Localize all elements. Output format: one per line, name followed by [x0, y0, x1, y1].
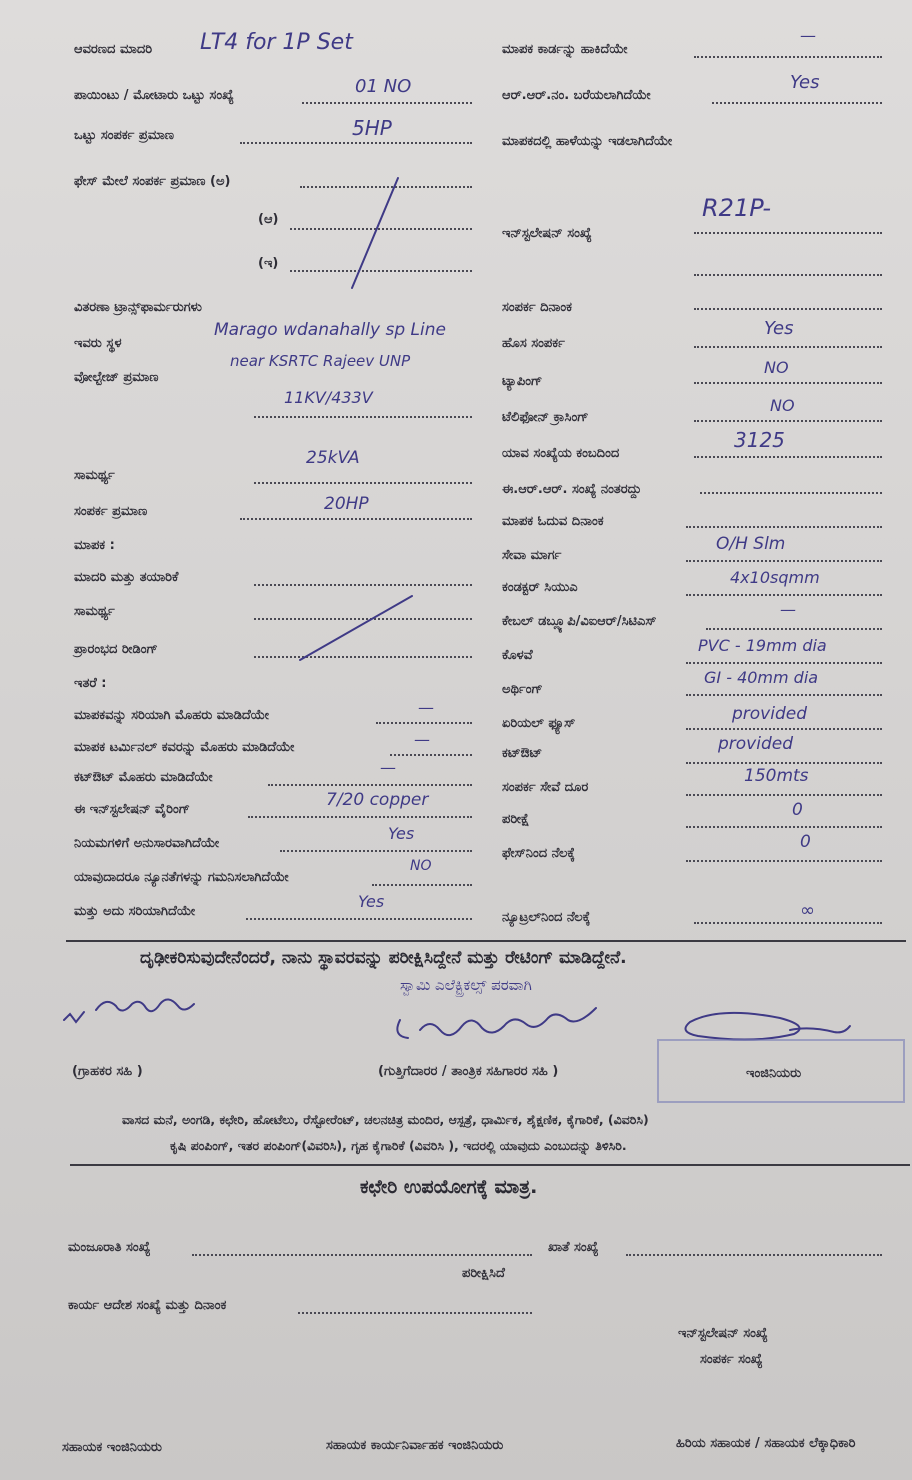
field-value-service-route: O/H Slm [716, 534, 786, 554]
field-label-voltage: ವೋಲ್ಟೇಜ್ ಪ್ರಮಾಣ [74, 370, 159, 385]
field-value-telephone-crossing: NO [770, 396, 795, 415]
field-value-connected-load: 20HP [324, 494, 369, 514]
field-value-capacity: 25kVA [306, 448, 360, 468]
field-label-as-per-rules: ನಿಯಮಗಳಿಗೆ ಅನುಸಾರವಾಗಿದೆಯೇ [74, 836, 220, 851]
field-label-capacity: ಸಾಮರ್ಥ್ಯ [74, 468, 115, 483]
field-label-conductor: ಕಂಡಕ್ಟರ್ ಸಿಯುಎ [502, 580, 578, 595]
field-value-location: Marago wdanahally sp Line [214, 320, 446, 340]
office-label-connection-no: ಸಂಪರ್ಕ ಸಂಖ್ಯೆ [700, 1352, 763, 1367]
contractor-stamp: ಸ್ವಾಮಿ ಎಲೆಕ್ಟ್ರಿಕಲ್ಸ್ ಪರವಾಗಿ [400, 976, 532, 994]
field-value-total-load: 5HP [352, 116, 392, 140]
field-label-conduit: ಕೊಳವೆ [502, 648, 533, 663]
field-label-installation-no: ಇನ್‌ಸ್ಟಲೇಷನ್ ಸಂಖ್ಯೆ [502, 226, 592, 241]
field-label-others: ಇತರೆ : [74, 676, 107, 691]
field-label-location: ಇವರು ಸ್ಥಳ [74, 336, 122, 351]
field-label-meter-capacity: ಸಾಮರ್ಥ್ಯ [74, 604, 115, 619]
footer-assistant-executive-engineer: ಸಹಾಯಕ ಕಾರ್ಯನಿರ್ವಾಹಕ ಇಂಜಿನಿಯರು [326, 1438, 504, 1453]
field-value-phase-to-earth: 0 [800, 832, 811, 852]
footer-accounts-officer: ಹಿರಿಯ ಸಹಾಯಕ / ಸಹಾಯಕ ಲೆಕ್ಕಾಧಿಕಾರಿ [676, 1436, 856, 1451]
field-value-neutral-to-earth: ∞ [800, 900, 815, 921]
footer-assistant-engineer: ಸಹಾಯಕ ಇಂಜಿನಿಯರು [62, 1440, 162, 1455]
field-label-meter-card: ಮಾಪಕ ಕಾರ್ಡನ್ನು ಹಾಕಿದೆಯೇ [502, 42, 628, 57]
field-label-transformers: ವಿತರಣಾ ಟ್ರಾನ್ಸ್‌ಫಾರ್ಮರುಗಳು [74, 300, 202, 315]
field-value-conduit: PVC - 19mm dia [698, 636, 827, 655]
usage-types-line-1: ವಾಸದ ಮನೆ, ಅಂಗಡಿ, ಕಛೇರಿ, ಹೋಟೆಲು, ರೆಸ್ಟೋರೆಂಟ್, ಚಲನಚಿತ್ರ ಮಂದಿರ, ಆಸ್ಪತ್ರೆ, ಧಾರ್ಮಿಕ, ಶೈಕ್ಷಣಿಕ, ಕೈಗಾರಿಕೆ, (ವಿವರಿಸಿ) [122, 1112, 649, 1127]
field-label-test: ಪರೀಕ್ಷೆ [502, 812, 530, 827]
field-label-phase-load-a: ಫೇಸ್ ಮೇಲೆ ಸಂಪರ್ಕ ಪ್ರಮಾಣ (ಅ) [74, 174, 231, 189]
dotted-line [192, 1254, 532, 1256]
declaration-text: ದೃಢೀಕರಿಸುವುದೇನೆಂದರೆ, ನಾನು ಸ್ಥಾವರವನ್ನು ಪರೀಕ್ಷಿಸಿದ್ದೇನೆ ಮತ್ತು ರೇಟಿಂಗ್ ಮಾಡಿದ್ದೇನೆ. [140, 948, 627, 968]
field-value-as-per-rules: Yes [388, 824, 415, 843]
field-label-cable: ಕೇಬಲ್ ಡಬ್ಲ್ಯೂಪಿ/ವಿಐಆರ್/ಸಿಟಿಎಸ್ [502, 614, 657, 629]
field-value-new-connection: Yes [764, 318, 794, 339]
field-value-wiring: 7/20 copper [326, 790, 429, 810]
field-value-voltage-location: near KSRTC Rajeev UNP [230, 352, 411, 370]
dotted-line [626, 1254, 882, 1256]
engineer-signature-label: ಇಂಜಿನಿಯರು [746, 1066, 802, 1081]
field-label-tapping: ಟ್ಯಾಪಿಂಗ್ [502, 374, 543, 389]
field-label-aerial-fuse: ಏರಿಯಲ್ ಫ್ಯೂಸ್ [502, 716, 576, 731]
field-label-phase-load-c: (ಇ) [258, 256, 279, 271]
office-label-sanction-no: ಮಂಜೂರಾತಿ ಸಂಖ್ಯೆ [68, 1240, 151, 1255]
office-use-title: ಕಛೇರಿ ಉಪಯೋಗಕ್ಕೆ ಮಾತ್ರ. [360, 1176, 538, 1198]
field-value-points-count: 01 NO [355, 76, 412, 97]
field-value-conductor: 4x10sqmm [730, 568, 820, 587]
field-label-service-distance: ಸಂಪರ್ಕ ಸೇವೆ ದೂರ [502, 780, 589, 795]
field-value-correct: Yes [358, 892, 385, 911]
field-label-correct: ಮತ್ತು ಅದು ಸರಿಯಾಗಿದೆಯೇ [74, 904, 196, 919]
field-label-meter-make: ಮಾದರಿ ಮತ್ತು ತಯಾರಿಕೆ [74, 570, 179, 585]
field-label-telephone-crossing: ಟೆಲಿಫೋನ್ ಕ್ರಾಸಿಂಗ್ [502, 410, 589, 425]
field-value-defects: NO [410, 858, 432, 874]
field-label-new-connection: ಹೊಸ ಸಂಪರ್ಕ [502, 336, 565, 351]
customer-signature-label: (ಗ್ರಾಹಕರ ಸಹಿ ) [72, 1064, 143, 1079]
field-label-sheet-in-meter: ಮಾಪಕದಲ್ಲಿ ಹಾಳೆಯನ್ನು ಇಡಲಾಗಿದೆಯೇ [502, 134, 673, 149]
field-value-terminal-sealed: — [414, 730, 430, 749]
field-label-meter: ಮಾಪಕ : [74, 538, 115, 553]
usage-types-line-2: ಕೃಷಿ ಪಂಪಿಂಗ್, ಇತರ ಪಂಪಿಂಗ್(ವಿವರಿಸಿ), ಗೃಹ ಕೈಗಾರಿಕೆ (ವಿವರಿಸಿ ), ಇದರಲ್ಲಿ ಯಾವುದು ಎಂಬುದನ್ನು ತಿಳಿಸಿರಿ. [170, 1138, 627, 1153]
field-label-total-load: ಒಟ್ಟು ಸಂಪರ್ಕ ಪ್ರಮಾಣ [74, 128, 174, 143]
field-value-meter-sealed: — [418, 698, 434, 717]
field-value-meter-card: — [800, 26, 816, 45]
field-label-points-count: ಪಾಯಿಂಟು / ಮೋಟಾರು ಒಟ್ಟು ಸಂಖ್ಯೆ [74, 88, 234, 103]
field-value-premise-type: LT4 for 1P Set [200, 30, 353, 55]
field-label-earthing: ಅರ್ಥಿಂಗ್ [502, 682, 543, 697]
field-label-wiring: ಈ ಇನ್‌ಸ್ಟಲೇಷನ್ ವೈರಿಂಗ್ [74, 802, 190, 817]
field-label-initial-reading: ಪ್ರಾರಂಭದ ರೀಡಿಂಗ್ [74, 642, 158, 657]
field-label-connected-load: ಸಂಪರ್ಕ ಪ್ರಮಾಣ [74, 504, 148, 519]
field-label-cutout: ಕಟ್‌ಔಟ್ [502, 746, 543, 761]
field-label-service-route: ಸೇವಾ ಮಾರ್ಗ [502, 548, 562, 563]
field-label-connection-date: ಸಂಪರ್ಕ ದಿನಾಂಕ [502, 300, 572, 315]
field-value-test: 0 [792, 800, 803, 820]
separator-line [70, 1164, 910, 1166]
field-label-terminal-sealed: ಮಾಪಕ ಟರ್ಮಿನಲ್ ಕವರನ್ನು ಮೊಹರು ಮಾಡಿದೆಯೇ [74, 740, 295, 755]
field-value-pole-number: 3125 [734, 428, 785, 452]
field-label-meter-sealed: ಮಾಪಕವನ್ನು ಸರಿಯಾಗಿ ಮೊಹರು ಮಾಡಿದೆಯೇ [74, 708, 269, 723]
office-label-work-order: ಕಾರ್ಯ ಆದೇಶ ಸಂಖ್ಯೆ ಮತ್ತು ದಿನಾಂಕ [68, 1298, 227, 1313]
field-value-voltage: 11KV/433V [284, 388, 373, 407]
contractor-signature-label: (ಗುತ್ತಿಗೆದಾರರ / ತಾಂತ್ರಿಕ ಸಹಿಗಾರರ ಸಹಿ ) [378, 1064, 559, 1079]
field-label-phase-to-earth: ಫೇಸ್‌ನಿಂದ ನೆಲಕ್ಕೆ [502, 846, 575, 861]
field-label-neutral-to-earth: ನ್ಯೂಟ್ರಲ್‌ನಿಂದ ನೆಲಕ್ಕೆ [502, 910, 591, 925]
field-value-cable: — [780, 600, 796, 619]
field-value-earthing: GI - 40mm dia [704, 668, 819, 687]
field-label-next-err: ಈ.ಆರ್.ಆರ್. ಸಂಖ್ಯೆ ನಂತರದ್ದು [502, 482, 642, 497]
field-value-service-distance: 150mts [744, 766, 809, 786]
field-label-pole-number: ಯಾವ ಸಂಖ್ಯೆಯ ಕಂಬದಿಂದ [502, 446, 620, 461]
field-value-rr-written: Yes [790, 72, 820, 93]
office-label-installation-no: ಇನ್‌ಸ್ಟಲೇಷನ್ ಸಂಖ್ಯೆ [678, 1326, 768, 1341]
field-label-defects: ಯಾವುದಾದರೂ ನ್ಯೂನತೆಗಳನ್ನು ಗಮನಿಸಲಾಗಿದೆಯೇ [74, 870, 289, 885]
field-value-cutout-sealed: — [380, 758, 396, 777]
field-label-rr-written: ಆರ್.ಆರ್.ನಂ. ಬರೆಯಲಾಗಿದೆಯೇ [502, 88, 651, 103]
field-label-premise-type: ಆವರಣದ ಮಾದರಿ [74, 42, 153, 57]
dotted-line [298, 1312, 532, 1314]
field-label-phase-load-b: (ಆ) [258, 212, 279, 227]
field-label-reading-date: ಮಾಪಕ ಓದುವ ದಿನಾಂಕ [502, 514, 604, 529]
office-label-account-no: ಖಾತೆ ಸಂಖ್ಯೆ [548, 1240, 599, 1255]
field-value-cutout: provided [718, 734, 794, 754]
field-value-tapping: NO [764, 358, 789, 377]
field-value-installation-no: R21P- [702, 194, 772, 222]
office-label-checked: ಪರೀಕ್ಷಿಸಿದೆ [462, 1266, 505, 1281]
field-label-cutout-sealed: ಕಟ್‌ಔಟ್ ಮೊಹರು ಮಾಡಿದೆಯೇ [74, 770, 213, 785]
field-value-aerial-fuse: provided [732, 704, 808, 724]
